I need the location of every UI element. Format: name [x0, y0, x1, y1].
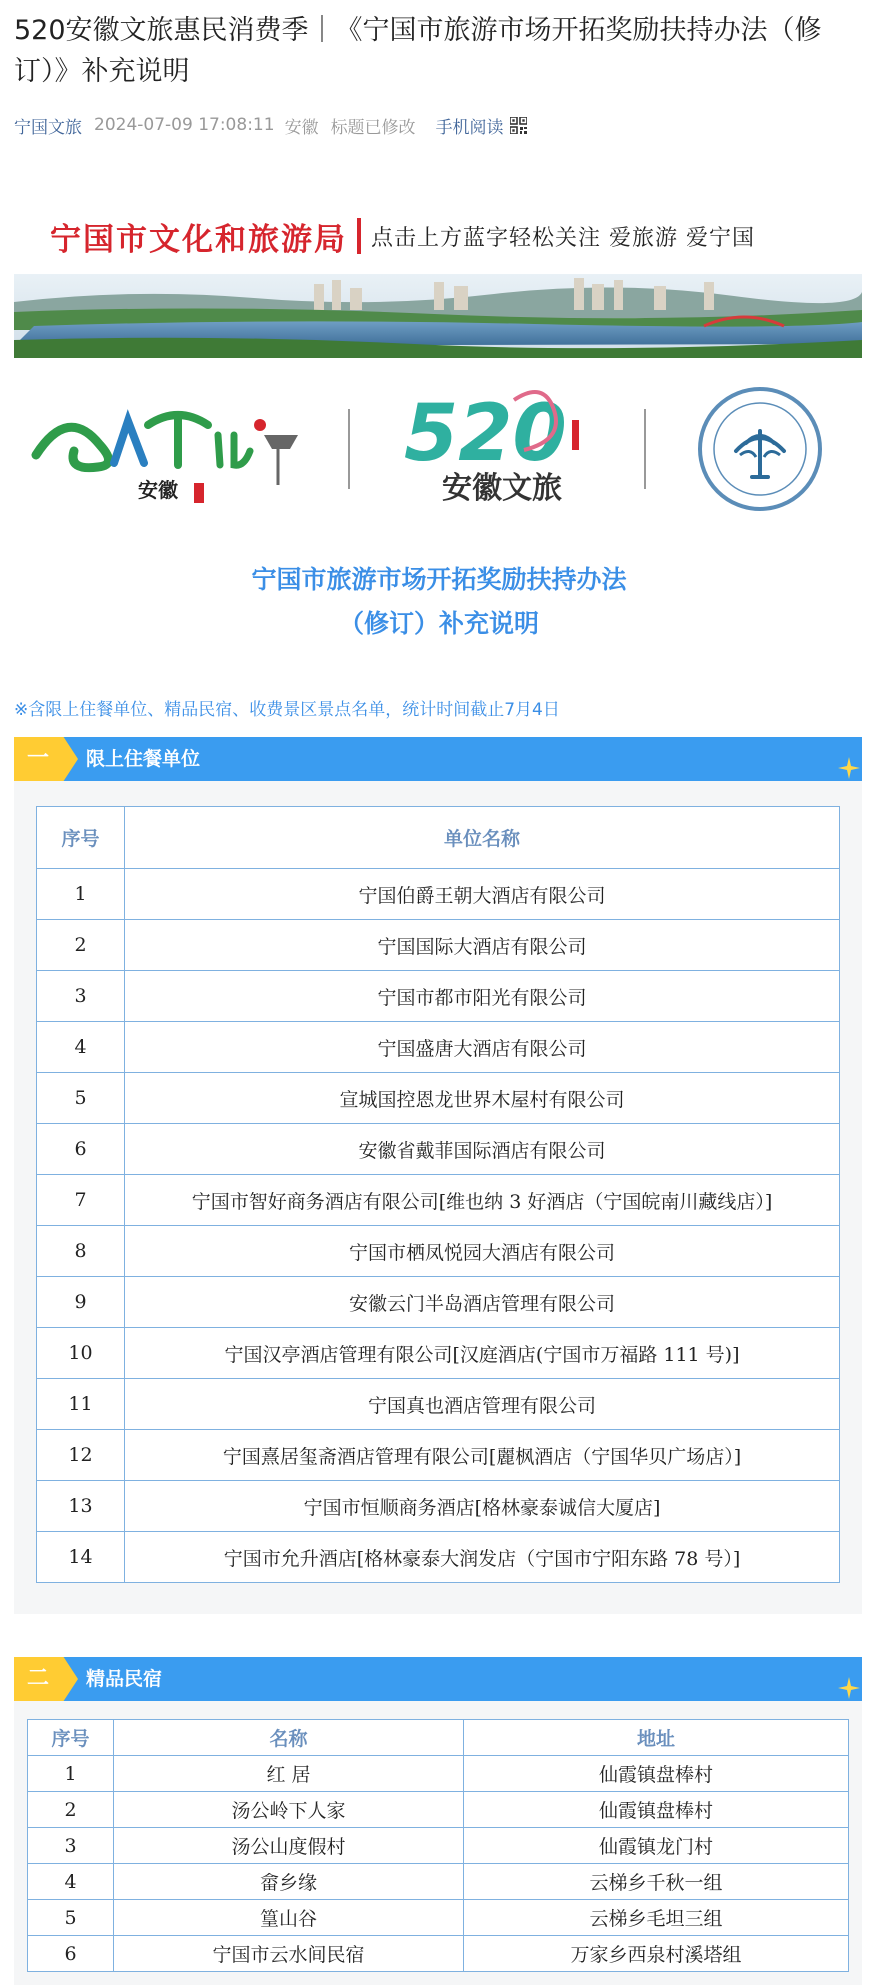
- table-cell-index: 6: [37, 1124, 125, 1175]
- table-row: [28, 1792, 849, 1828]
- modified-note: 标题已修改: [330, 117, 416, 138]
- table-cell-index: 3: [37, 971, 125, 1022]
- table-cell-index: 7: [37, 1175, 125, 1226]
- table-row: [28, 1864, 849, 1900]
- table-cell-address: 仙霞镇盘棒村: [464, 1792, 849, 1828]
- table-cell-index: 10: [37, 1328, 125, 1379]
- article-title: 520安徽文旅惠民消费季｜《宁国市旅游市场开拓奖励扶持办法（修订）》补充说明: [14, 15, 822, 87]
- doc-heading-line2: （修订）补充说明: [338, 609, 539, 638]
- table-cell-address: 仙霞镇龙门村: [464, 1828, 849, 1864]
- qr-code-icon: [510, 117, 527, 134]
- scope-note: ※含限上住餐单位、精品民宿、收费景区景点名单，统计时间截止7月4日: [14, 700, 560, 720]
- table-cell-address: 仙霞镇盘棒村: [464, 1756, 849, 1792]
- table-cell-name: 宁国熹居玺斋酒店管理有限公司[麗枫酒店（宁国华贝广场店）]: [125, 1430, 840, 1481]
- column-header-index: 序号: [28, 1720, 114, 1756]
- banner-slogan: 点击上方蓝字轻松关注 爱旅游 爱宁国: [371, 225, 755, 251]
- table-cell-index: 4: [28, 1864, 114, 1900]
- table-row: [37, 1124, 840, 1175]
- anhui-culture-seal-logo: [696, 385, 824, 513]
- publish-time: 2024-07-09 17:08:11: [94, 115, 275, 135]
- table-row: [37, 1022, 840, 1073]
- table-cell-name: 宁国国际大酒店有限公司: [125, 920, 840, 971]
- table-cell-name: 宁国市云水间民宿: [114, 1936, 464, 1972]
- sparkle-icon: [838, 1677, 860, 1699]
- table-cell-name: 安徽省戴菲国际酒店有限公司: [125, 1124, 840, 1175]
- column-header-address: 地址: [464, 1720, 849, 1756]
- table-row: [37, 1073, 840, 1124]
- section-label: 限上住餐单位: [86, 748, 201, 770]
- location: 安徽: [284, 117, 319, 138]
- table-cell-name: 宁国市恒顺商务酒店[格林豪泰诚信大厦店]: [125, 1481, 840, 1532]
- table-cell-name: 汤公山度假村: [114, 1828, 464, 1864]
- doc-heading-line1: 宁国市旅游市场开拓奖励扶持办法: [251, 565, 627, 594]
- brand-logo-text: 安徽文旅: [442, 471, 562, 506]
- banner-divider: [357, 218, 361, 254]
- anhui-logo-text: 安徽: [138, 478, 178, 502]
- section-header-accommodation: [14, 737, 862, 781]
- table-row: [37, 1175, 840, 1226]
- table-cell-name: 宁国市都市阳光有限公司: [125, 971, 840, 1022]
- table-row: [37, 971, 840, 1022]
- table-row: [37, 1328, 840, 1379]
- table-cell-index: 1: [28, 1756, 114, 1792]
- table-cell-name: 宁国汉亭酒店管理有限公司[汉庭酒店(宁国市万福路 111 号)]: [125, 1328, 840, 1379]
- table-cell-name: 宁国市栖凤悦园大酒店有限公司: [125, 1226, 840, 1277]
- column-header-name: 单位名称: [125, 807, 840, 869]
- table-row: [37, 1277, 840, 1328]
- section-number: 一: [26, 746, 49, 771]
- accommodation-table: [36, 806, 840, 1583]
- table-row: [37, 1226, 840, 1277]
- table-cell-name: 宁国真也酒店管理有限公司: [125, 1379, 840, 1430]
- homestay-table: [27, 1719, 849, 1972]
- article-meta: [14, 113, 527, 137]
- header-banner: [14, 198, 862, 358]
- source-link[interactable]: 宁国文旅: [14, 117, 82, 138]
- logo-divider: [348, 409, 350, 489]
- table-row: [37, 1532, 840, 1583]
- table-cell-name: 宁国盛唐大酒店有限公司: [125, 1022, 840, 1073]
- table-cell-name: 宁国市允升酒店[格林豪泰大润发店（宁国市宁阳东路 78 号）]: [125, 1532, 840, 1583]
- table-cell-index: 6: [28, 1936, 114, 1972]
- table-cell-name: 宁国伯爵王朝大酒店有限公司: [125, 869, 840, 920]
- table-cell-name: 畲乡缘: [114, 1864, 464, 1900]
- table-cell-index: 1: [37, 869, 125, 920]
- table-cell-name: 宣城国控恩龙世界木屋村有限公司: [125, 1073, 840, 1124]
- table-row: [37, 1379, 840, 1430]
- table-header-row: [37, 807, 840, 869]
- city-panorama-image: [14, 274, 862, 358]
- table-row: [28, 1756, 849, 1792]
- table-row: [28, 1828, 849, 1864]
- sparkle-icon: [838, 757, 860, 779]
- section-header-boutique-homestay: [14, 1657, 862, 1701]
- anhui-logo: [28, 385, 318, 510]
- table-row: [37, 1481, 840, 1532]
- table-cell-name: 红 居: [114, 1756, 464, 1792]
- column-header-index: 序号: [37, 807, 125, 869]
- section-number: 二: [26, 1666, 49, 1691]
- table-row: [37, 920, 840, 971]
- table-cell-index: 13: [37, 1481, 125, 1532]
- table-cell-address: 万家乡西泉村溪塔组: [464, 1936, 849, 1972]
- table-cell-name: 安徽云门半岛酒店管理有限公司: [125, 1277, 840, 1328]
- table-header-row: [28, 1720, 849, 1756]
- table-cell-index: 5: [28, 1900, 114, 1936]
- table-cell-index: 2: [37, 920, 125, 971]
- table-cell-index: 3: [28, 1828, 114, 1864]
- table-cell-index: 5: [37, 1073, 125, 1124]
- table-cell-index: 11: [37, 1379, 125, 1430]
- table-cell-index: 9: [37, 1277, 125, 1328]
- anhui-culture-tourism-520-logo: [404, 380, 614, 515]
- logo-520-number: 520: [404, 389, 567, 479]
- table-row: [28, 1936, 849, 1972]
- table-cell-index: 2: [28, 1792, 114, 1828]
- table-cell-index: 4: [37, 1022, 125, 1073]
- mobile-read-link[interactable]: [436, 113, 527, 138]
- table-row: [28, 1900, 849, 1936]
- logo-strip: [14, 375, 862, 520]
- column-header-name: 名称: [114, 1720, 464, 1756]
- accommodation-panel: [14, 781, 862, 1614]
- table-row: [37, 869, 840, 920]
- banner-org-name: 宁国市文化和旅游局: [50, 221, 347, 258]
- mobile-read-label: 手机阅读: [435, 117, 504, 138]
- table-cell-name: 宁国市智好商务酒店有限公司[维也纳 3 好酒店（宁国皖南川藏线店）]: [125, 1175, 840, 1226]
- section-label: 精品民宿: [86, 1668, 163, 1690]
- table-cell-address: 云梯乡毛坦三组: [464, 1900, 849, 1936]
- table-cell-name: 篁山谷: [114, 1900, 464, 1936]
- logo-divider: [644, 409, 646, 489]
- table-cell-address: 云梯乡千秋一组: [464, 1864, 849, 1900]
- banner-text-row: [14, 198, 862, 274]
- table-cell-name: 汤公岭下人家: [114, 1792, 464, 1828]
- table-row: [37, 1430, 840, 1481]
- table-cell-index: 12: [37, 1430, 125, 1481]
- table-cell-index: 14: [37, 1532, 125, 1583]
- table-cell-index: 8: [37, 1226, 125, 1277]
